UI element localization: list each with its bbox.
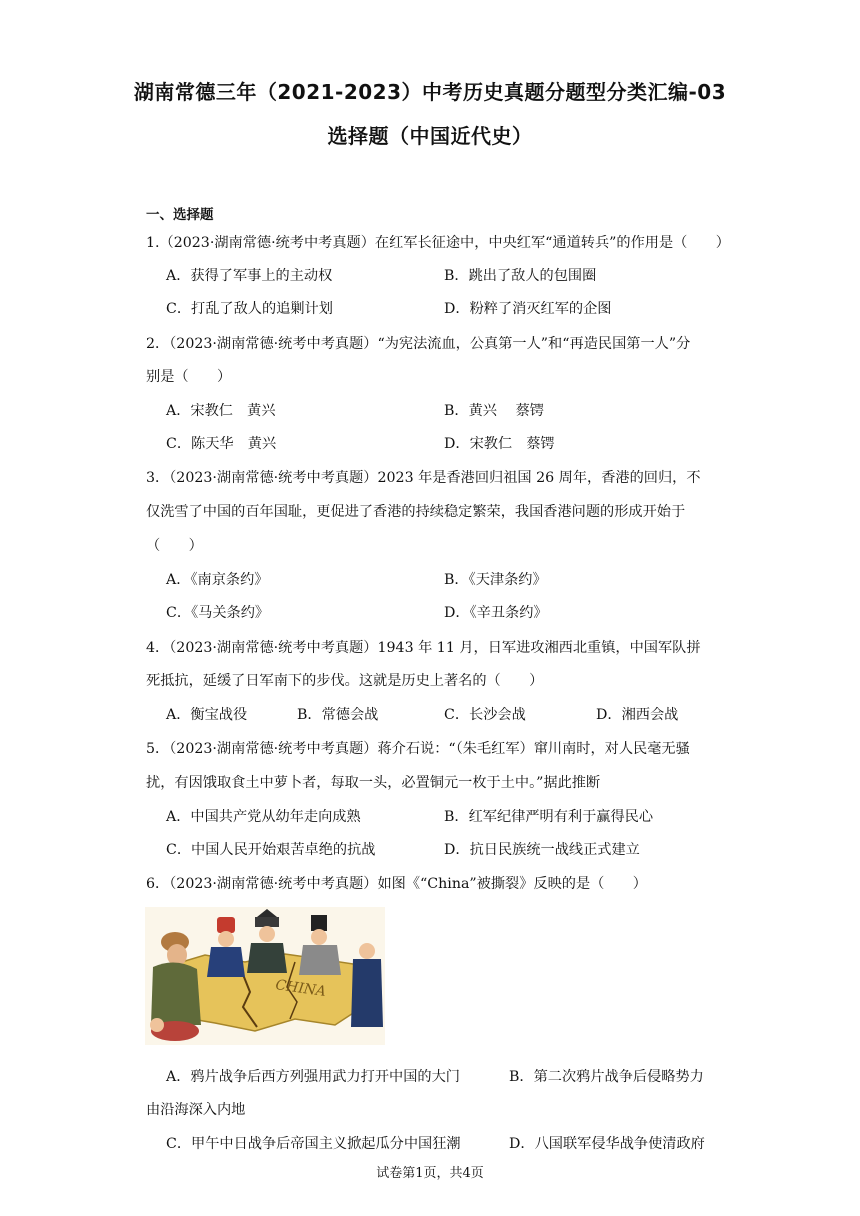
q2-option-a: A．宋教仁 黄兴 — [166, 403, 276, 419]
question-3-text: 3．（2023·湖南常德·统考中考真题）2023 年是香港回归祖国 26 周年，香港的回归，不 — [146, 470, 701, 486]
q1-option-c: C．打乱了敌人的追剿计划 — [166, 301, 333, 317]
q4-option-c: C．长沙会战 — [444, 707, 526, 723]
q3-option-a: A．《南京条约》 — [166, 572, 269, 588]
q4-option-a: A．衡宝战役 — [166, 707, 248, 723]
q1-option-b: B．跳出了敌人的包围圈 — [444, 268, 597, 284]
q5-option-b: B．红军纪律严明有利于赢得民心 — [444, 809, 654, 825]
q6-option-c: C．甲午中日战争后帝国主义掀起瓜分中国狂潮 — [166, 1136, 461, 1152]
q4-option-d: D．湘西会战 — [596, 707, 679, 723]
q1-option-d: D．粉粹了消灭红军的企图 — [444, 301, 612, 317]
q5-option-d: D．抗日民族统一战线正式建立 — [444, 842, 640, 858]
china-label: CHINA — [274, 977, 327, 1001]
question-3-text-cont2: （ ） — [146, 538, 203, 554]
page-footer: 试卷第1页，共4页 — [376, 1166, 484, 1181]
q2-option-c: C．陈天华 黄兴 — [166, 436, 277, 452]
question-3-text-cont: 仅洗雪了中国的百年国耻，更促进了香港的持续稳定繁荣，我国香港问题的形成开始于 — [146, 504, 686, 520]
q1-option-a: A．获得了军事上的主动权 — [166, 268, 333, 284]
question-5-text-cont: 扰，有因饿取食土中萝卜者，每取一头，必置铜元一枚于土中。”据此推断 — [146, 775, 601, 791]
q6-option-b-cont: 由沿海深入内地 — [146, 1102, 246, 1118]
china-torn-cartoon-image — [145, 907, 385, 1045]
q5-option-a: A．中国共产党从幼年走向成熟 — [166, 809, 361, 825]
q6-option-d: D．八国联军侵华战争使清政府 — [509, 1136, 705, 1152]
q2-option-b: B．黄兴 蔡锷 — [444, 403, 545, 419]
question-5-text: 5．（2023·湖南常德·统考中考真题）蒋介石说：“（朱毛红军）窜川南时，对人民毫无骚 — [146, 741, 690, 757]
question-1-text: 1.（2023·湖南常德·统考中考真题）在红军长征途中，中央红军“通道转兵”的作用是（ ） — [146, 235, 730, 251]
question-4-text: 4．（2023·湖南常德·统考中考真题）1943 年 11 月，日军进攻湘西北重镇，中国军队拼 — [146, 640, 701, 656]
q3-option-d: D．《辛丑条约》 — [444, 605, 548, 621]
question-4-text-cont: 死抵抗，延缓了日军南下的步伐。这就是历史上著名的（ ） — [146, 673, 544, 689]
question-2-text-cont: 别是（ ） — [146, 369, 232, 385]
q4-option-b: B．常德会战 — [297, 707, 379, 723]
q3-option-c: C．《马关条约》 — [166, 605, 270, 621]
page-title: 湖南常德三年（2021-2023）中考历史真题分题型分类汇编-03 — [133, 80, 727, 104]
question-2-text: 2．（2023·湖南常德·统考中考真题）“为宪法流血，公真第一人”和“再造民国第一人”分 — [146, 336, 691, 352]
q5-option-c: C．中国人民开始艰苦卓绝的抗战 — [166, 842, 376, 858]
q6-option-a: A．鸦片战争后西方列强用武力打开中国的大门 — [166, 1069, 460, 1085]
section-heading: 一、选择题 — [146, 207, 214, 223]
question-6-text: 6．（2023·湖南常德·统考中考真题）如图《“China”被撕裂》反映的是（ ） — [146, 876, 647, 892]
q3-option-b: B．《天津条约》 — [444, 572, 547, 588]
page-subtitle: 选择题（中国近代史） — [327, 124, 533, 148]
q6-option-b: B．第二次鸦片战争后侵略势力 — [509, 1069, 704, 1085]
q2-option-d: D．宋教仁 蔡锷 — [444, 436, 555, 452]
